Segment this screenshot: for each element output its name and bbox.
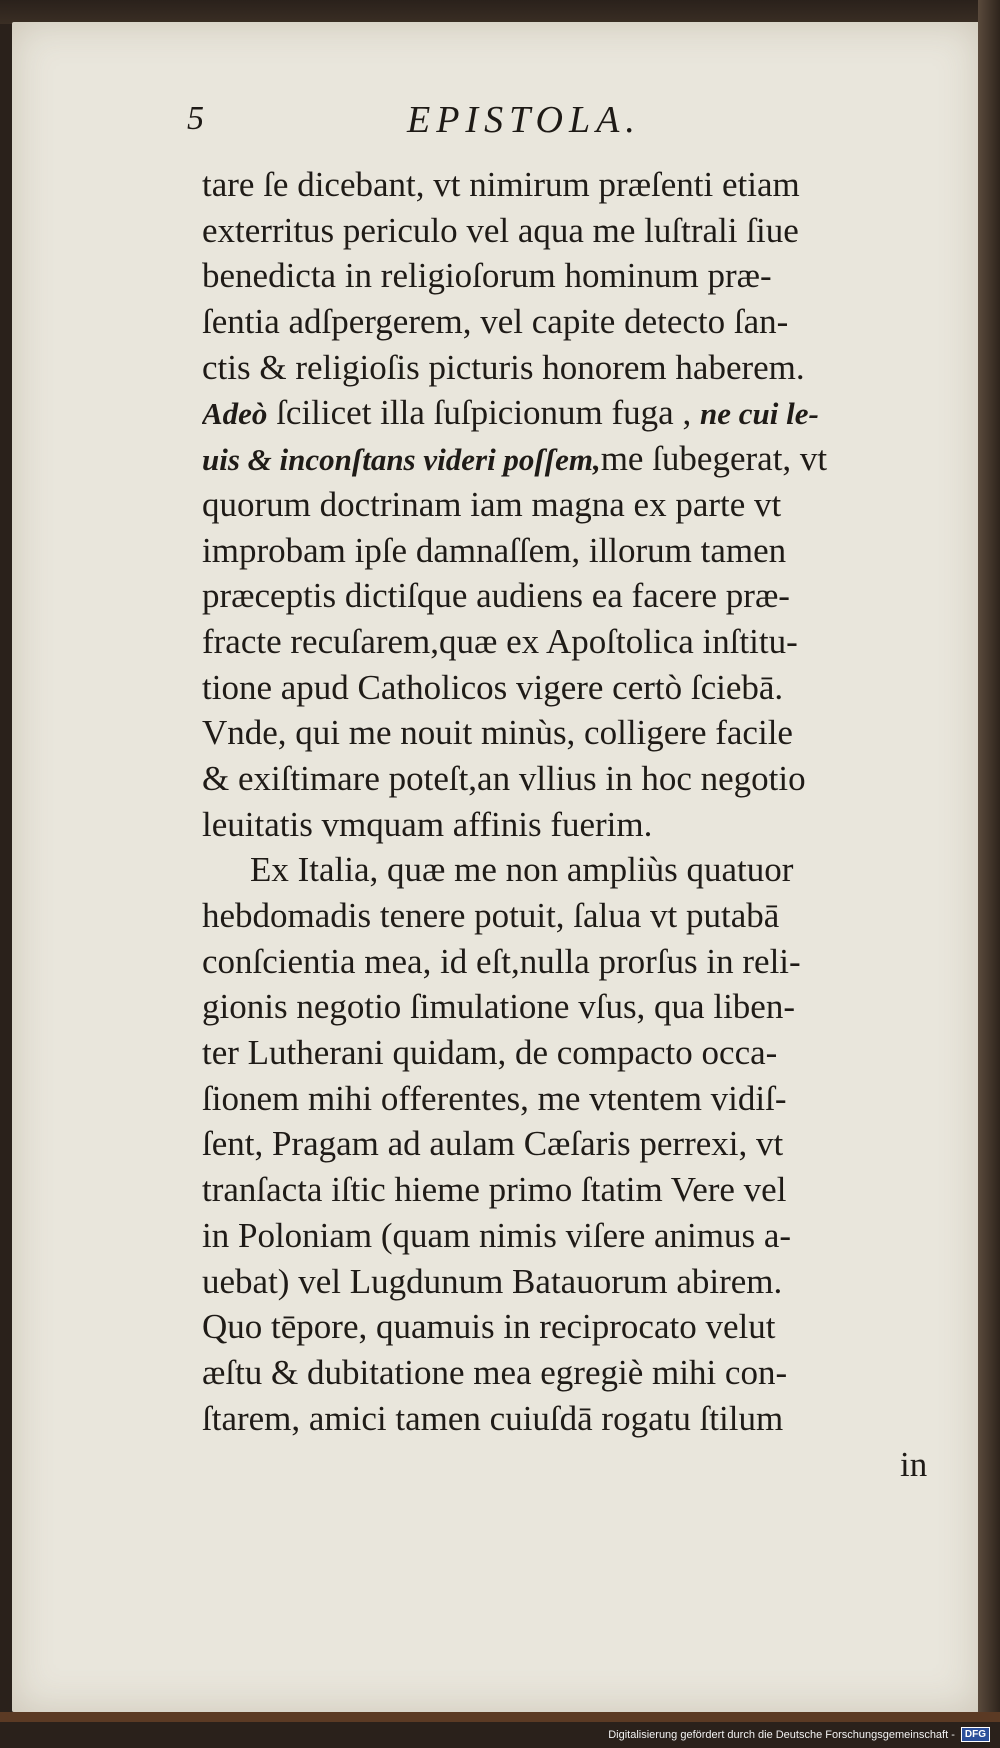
text-line: ſionem mihi offerentes, me vtentem vidiſ- [202, 1078, 787, 1118]
text-line: fracte recuſarem,quæ ex Apoſtolica inſtitu- [202, 621, 798, 661]
text-line: tione apud Catholicos vigere certò ſciebā. [202, 667, 784, 707]
text-line: præceptis dictiſque audiens ea facere præ- [202, 576, 790, 616]
text-line [202, 390, 942, 436]
dfg-logo-icon: DFG [961, 1727, 990, 1742]
main-text [202, 162, 942, 1441]
text-line [202, 436, 942, 482]
text-line: conſcientia mea, id eſt,nulla prorſus in reli- [202, 941, 801, 981]
text-line: tare ſe dicebant, vt nimirum præſenti etiam [202, 165, 800, 204]
text-line: ſtarem, amici tamen cuiuſdā rogatu ſtilum [202, 1398, 784, 1438]
roman-run: me ſubegerat, vt [600, 439, 828, 479]
scan-top-edge [0, 0, 1000, 24]
running-title: EPISTOLA. [407, 99, 641, 141]
text-line: æſtu & dubitatione mea egregiè mihi con- [202, 1352, 788, 1392]
scan-right-edge [978, 0, 1000, 1748]
text-line: ter Lutherani quidam, de compacto occa- [202, 1033, 778, 1073]
page-header [12, 92, 980, 152]
text-line: Vnde, qui me nouit minùs, colligere facile [202, 713, 793, 753]
text-line: leuitatis vmquam affinis fuerim. [202, 804, 653, 844]
text-line: uebat) vel Lugdunum Batauorum abirem. [202, 1261, 783, 1301]
text-line: ſent, Pragam ad aulam Cæſaris perrexi, vt [202, 1124, 784, 1164]
italic-run: Adeò [202, 396, 268, 432]
text-line: gionis negotio ſimulatione vſus, qua liben- [202, 987, 795, 1027]
text-line: in Poloniam (quam nimis viſere animus a- [202, 1215, 792, 1255]
italic-run: uis & inconſtans videri poſſem, [202, 442, 601, 478]
italic-run: ne cui le- [699, 396, 819, 432]
book-edge-strip [0, 1712, 1000, 1722]
text-line: exterritus periculo vel aqua me luſtrali ſiue [202, 210, 799, 250]
text-line: hebdomadis tenere potuit, ſalua vt putabā [202, 896, 780, 935]
text-line: ctis & religioſis picturis honorem haberem. [202, 347, 805, 387]
page-number: 5 [187, 100, 204, 137]
credit-text: Digitalisierung gefördert durch die Deutsche Forschungsgemeinschaft - [608, 1728, 955, 1741]
text-line: improbam ipſe damnaſſem, illorum tamen [202, 530, 787, 570]
text-line: benedicta in religioſorum hominum præ- [202, 256, 772, 296]
roman-run: ſcilicet illa ſuſpicionum fuga , [267, 393, 700, 433]
catchword: in [900, 1445, 928, 1484]
text-line: tranſacta iſtic hieme primo ſtatim Vere vel [202, 1170, 787, 1210]
digitization-credit [608, 1727, 990, 1742]
text-line: ſentia adſpergerem, vel capite detecto ſan- [202, 302, 789, 342]
text-line: quorum doctrinam iam magna ex parte vt [202, 484, 782, 524]
book-page [12, 22, 980, 1712]
text-line: Quo tēpore, quamuis in reciprocato velut [202, 1307, 776, 1347]
paragraph-start-line: Ex Italia, quæ me non ampliùs quatuor [250, 850, 794, 890]
text-line: & exiſtimare poteſt,an vllius in hoc negotio [202, 758, 806, 798]
scan-footer [0, 1712, 1000, 1748]
